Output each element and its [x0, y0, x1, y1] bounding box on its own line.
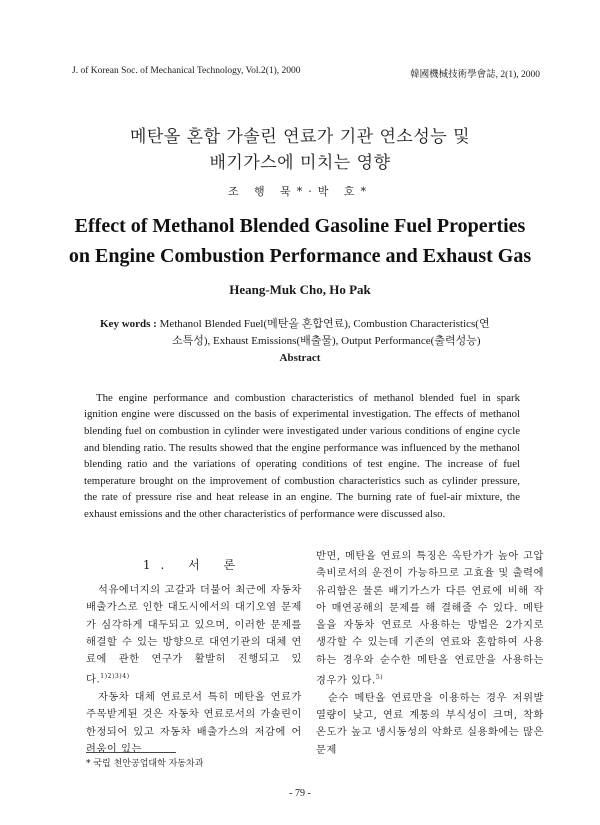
- running-header-right: 韓國機械技術學會誌, 2(1), 2000: [410, 70, 540, 80]
- english-title: [0, 211, 600, 271]
- keywords-label: Key words :: [100, 318, 157, 330]
- section-heading-introduction: 1. 서 론: [142, 558, 246, 572]
- abstract-heading: Abstract: [279, 352, 321, 364]
- korean-authors: 조 행 묵*·박 호*: [227, 185, 373, 198]
- intro-paragraph-1: [86, 582, 302, 689]
- intro-paragraph-2-continued: [316, 548, 544, 690]
- korean-title-line1: 메탄올 혼합 가솔린 연료가 기관 연소성능 및: [129, 127, 471, 147]
- abstract-body: The engine performance and combustion characteristics of methanol blended fuel in spark ignition engine were discussed on the basis of experimental investigation. The effects of methanol blending fuel on combustion in cylinder were investigated under various conditions of engine cycle and blending ratio. The results showed that the engine performance was influenced by the methanol blending ratio and the variations of operating conditions of test engine. The increase of fuel temperature brought on the improvement of combustion characteristics such as cylinder pressure, the rate of pressure rise and heat release in an engine. The burning rate of fuel-air mixture, the exhaust emissions and the other characteristics of performance were discussed also.: [84, 391, 520, 520]
- right-column: [316, 548, 544, 759]
- english-authors: Heang-Muk Cho, Ho Pak: [229, 282, 371, 297]
- keywords-text-line2: 소특성), Exhaust Emissions(배출물), Output Performance(출력성능): [172, 335, 481, 347]
- reference-marker: 5): [375, 674, 384, 682]
- intro-paragraph-1-text: 석유에너지의 고갈과 더불어 최근에 자동차 배출가스로 인한 대도시에서의 대기오염 문제가 심각하게 대두되고 있으며, 이러한 문제를 해결할 수 있는 방향으로 대연기관의 대체 연료에 관한 연구가 활발히 진행되고 있다.: [86, 585, 302, 686]
- running-header-left: J. of Korean Soc. of Mechanical Technology, Vol.2(1), 2000: [72, 66, 301, 76]
- footnote-affiliation: * 국립 천안공업대학 자동차과: [86, 759, 204, 769]
- left-column: [86, 582, 302, 758]
- english-title-line1: Effect of Methanol Blended Gasoline Fuel Properties: [74, 215, 526, 237]
- intro-paragraph-3: 순수 메탄올 연료만을 이용하는 경우 저위발열량이 낮고, 연료 계통의 부식성이 크며, 착화 온도가 높고 냉시동성의 악화로 실용화에는 많은 문제: [316, 692, 545, 756]
- korean-title-line2: 배기가스에 미치는 영향: [209, 153, 391, 173]
- reference-marker: 1)2)3)4): [100, 673, 130, 681]
- keywords-line1: [100, 316, 530, 333]
- intro-paragraph-2-continued-text: 반면, 메탄올 연료의 특징은 옥탄가가 높아 고압축비로서의 운전이 가능하므로 고효율 및 출력에 유리함은 물론 배기가스가 다른 연료에 비해 작아 매연공해의 문제를 해 결해줄 수 있다. 메탄올을 자동차 연료로 사용하는 방법은 2가지로 생각할 수 있는데 기존의 연료와 혼합하여 사용하는 경우와 순수한 메탄올 연료만을 사용하는 경우가 있다.: [316, 551, 545, 687]
- korean-title: [0, 124, 600, 176]
- english-title-line2: on Engine Combustion Performance and Exhaust Gas: [68, 245, 532, 267]
- intro-paragraph-2: 자동차 대체 연료로서 특히 메탄올 연료가 주목받게된 것은 자동차 연료로서의 가솔린이 한정되어 있고 자동차 배출가스의 저감에 어려움이 있는: [86, 692, 302, 756]
- page-number: - 79 -: [289, 788, 311, 799]
- keywords: [100, 316, 530, 350]
- footnote-rule: [86, 752, 176, 753]
- keywords-text-line1: Methanol Blended Fuel(메탄올 혼합연료), Combustion Characteristics(연: [159, 318, 490, 330]
